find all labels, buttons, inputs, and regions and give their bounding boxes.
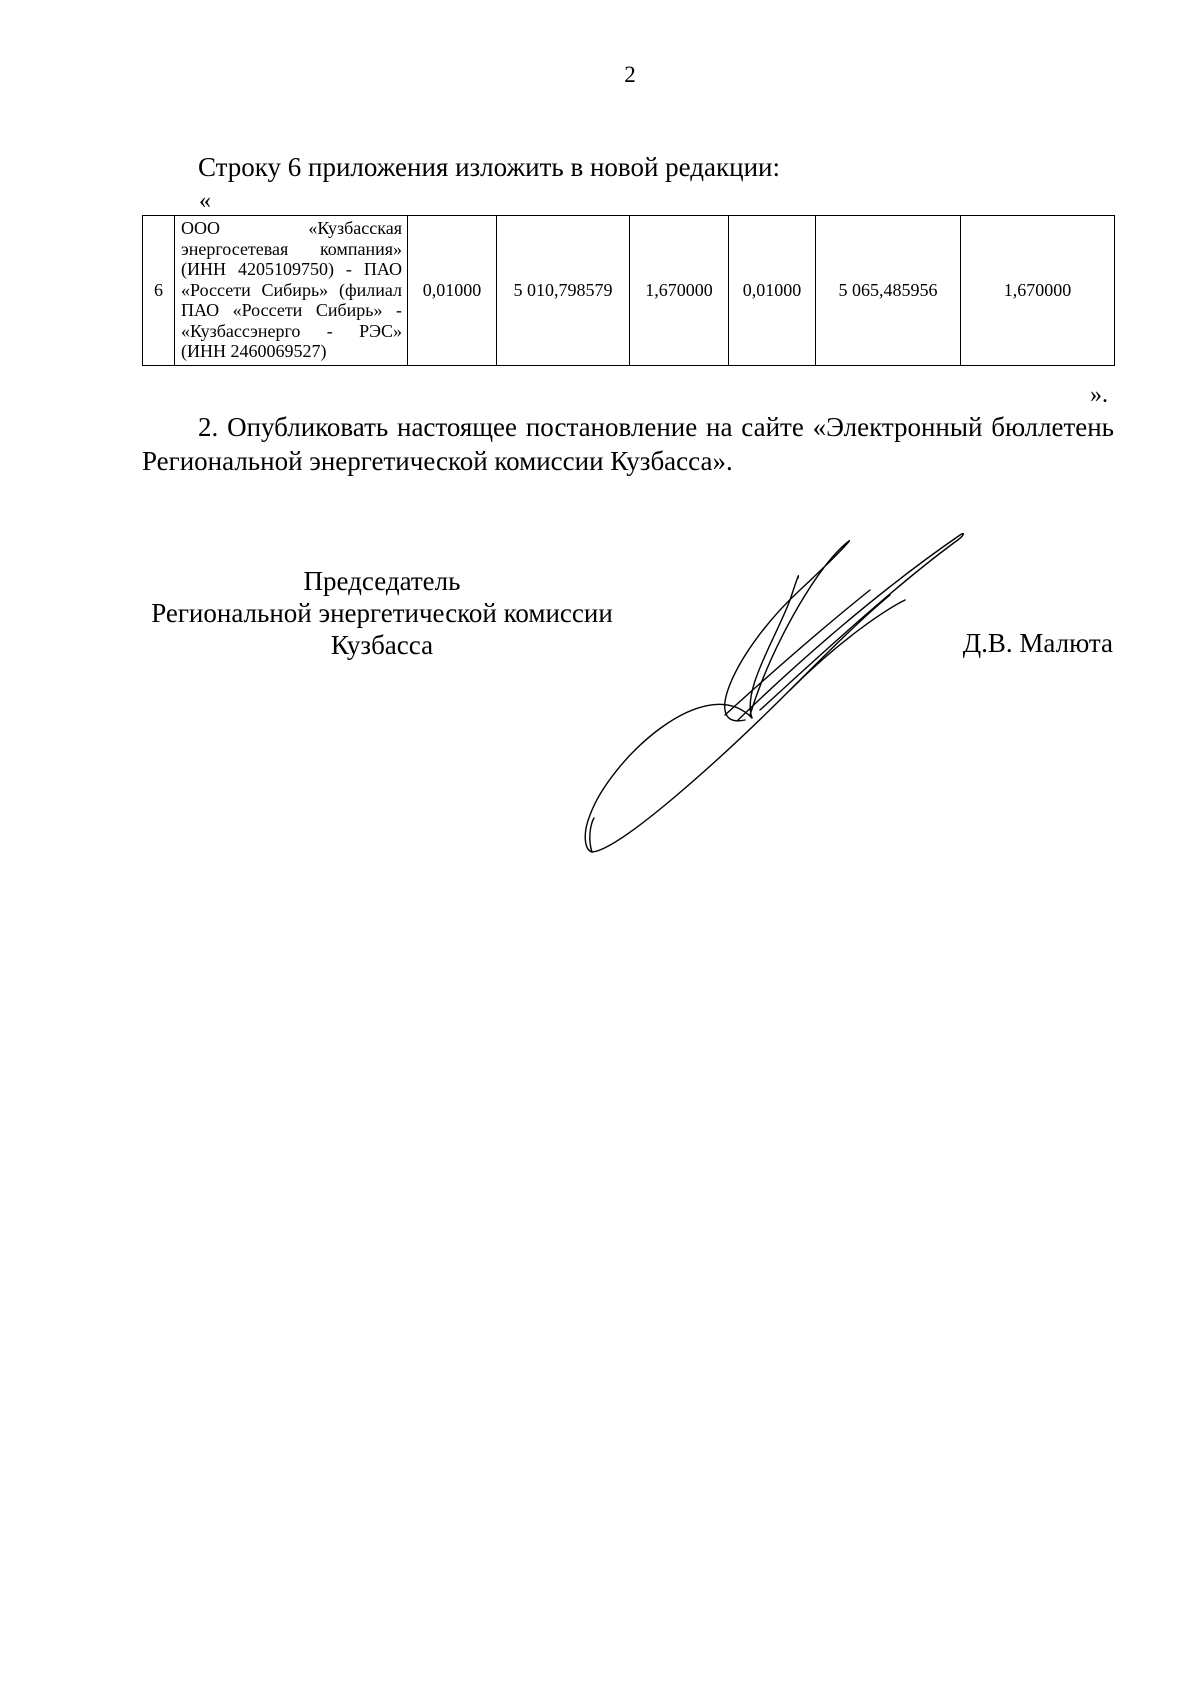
intro-paragraph: Строку 6 приложения изложить в новой редакции: bbox=[198, 152, 780, 182]
appendix-row-table bbox=[142, 215, 1115, 366]
page-number: 2 bbox=[624, 62, 636, 87]
value-cell-5: 5 065,485956 bbox=[816, 216, 961, 366]
title-line-3: Кузбасса bbox=[330, 630, 434, 660]
value-cell-4: 0,01000 bbox=[729, 216, 816, 366]
signatory-title bbox=[122, 565, 642, 661]
value-cell-1: 0,01000 bbox=[408, 216, 497, 366]
title-line-1: Председатель bbox=[303, 566, 461, 596]
opening-quote: « bbox=[199, 188, 211, 214]
closing-quote: ». bbox=[1090, 382, 1108, 408]
value-cell-2: 5 010,798579 bbox=[497, 216, 630, 366]
item-2-paragraph: 2. Опубликовать настоящее постановление на сайте «Электронный бюллетень Региональной энергетической комиссии Кузбасса». bbox=[142, 412, 1114, 476]
value-cell-3: 1,670000 bbox=[630, 216, 729, 366]
title-line-2: Региональной энергетической комиссии bbox=[151, 598, 613, 628]
table-row bbox=[143, 216, 1115, 366]
row-number-cell: 6 bbox=[143, 216, 175, 366]
value-cell-6: 1,670000 bbox=[961, 216, 1115, 366]
organization-cell: ООО «Кузбасская энергосетевая компания» (ИНН 4205109750) - ПАО «Россети Сибирь» (филиал ПАО «Россети Сибирь» - «Кузбассэнерго - РЭС» (ИНН 2460069527) bbox=[175, 216, 408, 366]
signer-name: Д.В. Малюта bbox=[962, 628, 1113, 658]
